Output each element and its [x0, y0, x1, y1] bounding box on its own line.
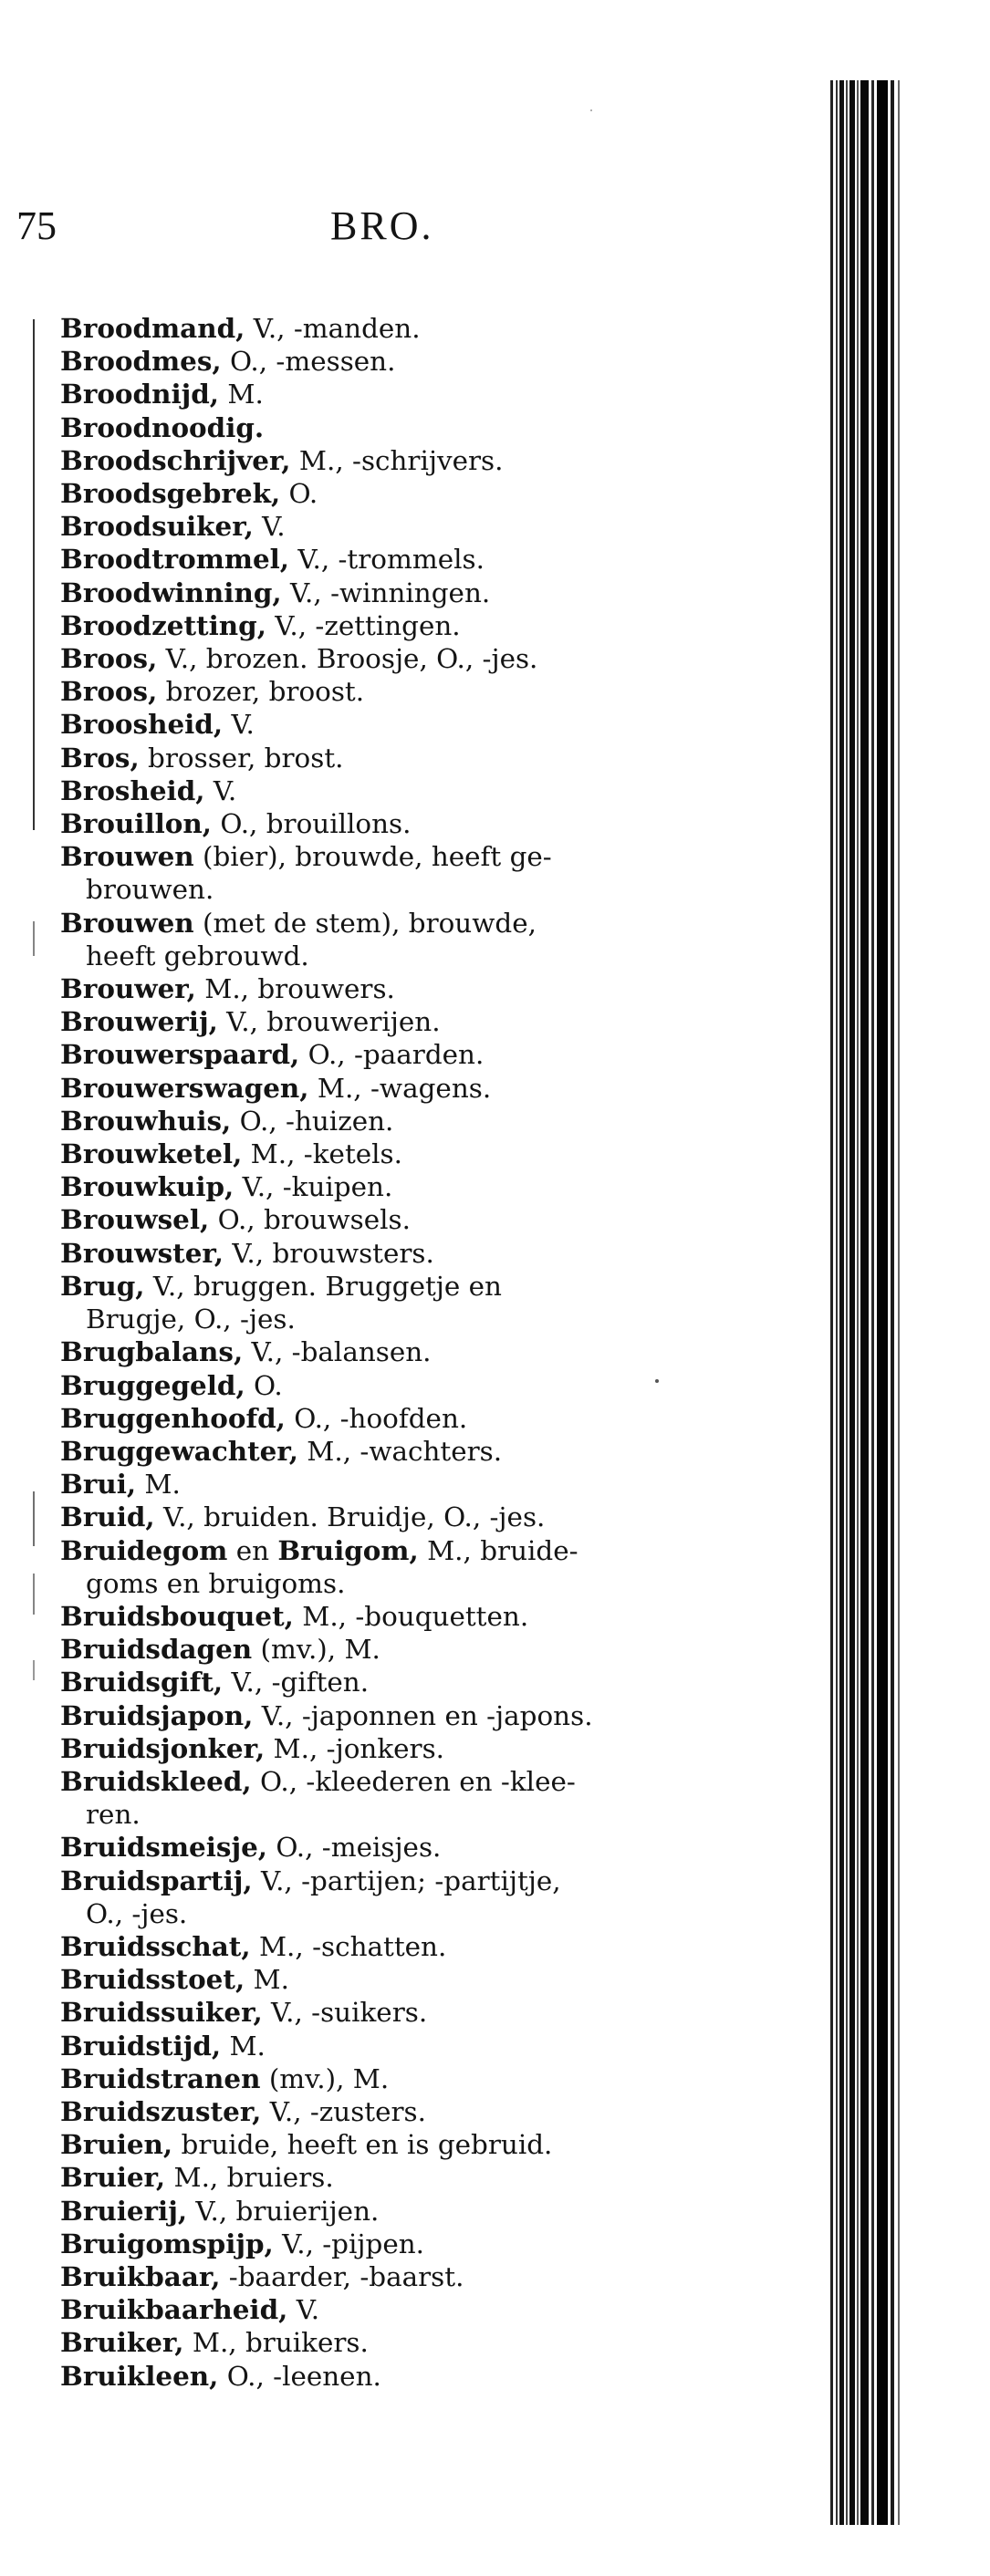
dictionary-entry [60, 2293, 735, 2326]
entry-headword: Brouwkuip, [60, 1170, 234, 1203]
entry-headword: Bruidsmeisje, [60, 1831, 268, 1864]
entry-definition: M., -wagens. [308, 1072, 492, 1104]
dictionary-entry [60, 576, 735, 609]
dictionary-entry [60, 2128, 735, 2161]
entry-headword: Bruierij, [60, 2194, 188, 2227]
entry-continuation: brouwen. [86, 874, 214, 906]
entry-headword: Broosheid, [60, 708, 224, 741]
entry-definition: O., -paarden. [299, 1039, 485, 1071]
entry-definition: V., -partijen; -partijtje, [252, 1864, 561, 1896]
entry-definition: V., bruiden. Bruidje, O., -jes. [154, 1501, 546, 1533]
entry-definition: M., -wachters. [297, 1435, 503, 1467]
entry-definition: V., bruggen. Bruggetje en [144, 1270, 502, 1302]
entry-definition-alt: M., bruide- [418, 1534, 578, 1566]
entry-definition: V. [204, 774, 237, 806]
entry-headword: Bruidsbouquet, [60, 1599, 294, 1632]
entry-headword: Broodnoodig. [60, 410, 265, 443]
dictionary-entry [60, 1435, 735, 1468]
entry-headword: Bruidssuiker, [60, 1996, 263, 2029]
dictionary-entry [60, 411, 735, 444]
book-binding-edge [828, 80, 947, 2525]
dictionary-entry [60, 345, 735, 378]
entry-definition: O., brouwsels. [209, 1204, 411, 1236]
dictionary-entry [60, 1963, 735, 1996]
dictionary-entry [60, 1270, 735, 1335]
entry-definition: M., -jonkers. [265, 1732, 445, 1764]
margin-rule [33, 1574, 35, 1615]
page-number: 75 [16, 203, 57, 248]
dictionary-entry [60, 1534, 735, 1600]
entry-headword: Bruidsgift, [60, 1666, 224, 1698]
entry-definition: V., -manden. [245, 313, 421, 344]
entry-headword: Bruikleen, [60, 2359, 219, 2392]
entry-definition: (bier), brouwde, heeft ge- [193, 841, 552, 873]
entry-headword: Brui, [60, 1468, 137, 1501]
entry-definition: M., bruikers. [183, 2327, 369, 2359]
dictionary-entry [60, 609, 735, 642]
running-head: BRO. [330, 203, 434, 248]
entry-headword: Brug, [60, 1269, 145, 1302]
dictionary-entry [60, 742, 735, 774]
entry-headword: Broodzetting, [60, 608, 266, 641]
entry-definition: V. [253, 511, 286, 543]
entry-headword: Brugbalans, [60, 1335, 244, 1368]
entry-headword-alt: Bruigom, [277, 1533, 419, 1566]
dictionary-entry [60, 1600, 735, 1633]
dictionary-entry [60, 2062, 735, 2095]
dictionary-entry [60, 1864, 735, 1930]
entry-definition: O., -hoofden. [285, 1402, 468, 1434]
entry-headword: Brouwen [60, 840, 194, 873]
dictionary-entry [60, 1666, 735, 1698]
margin-rule [33, 921, 35, 956]
dictionary-entry [60, 2360, 735, 2393]
entry-headword: Brouwerswagen, [60, 1071, 309, 1104]
entry-headword: Brosheid, [60, 774, 205, 806]
entry-headword: Broodsuiker, [60, 510, 254, 543]
entry-headword: Bruggewachter, [60, 1434, 298, 1467]
entry-definition: brosser, brost. [139, 742, 344, 774]
dictionary-entry [60, 972, 735, 1005]
entry-definition: O. [245, 1369, 283, 1401]
dictionary-entry [60, 543, 735, 576]
entry-definition: O. [280, 478, 318, 510]
entry-definition: V., -kuipen. [234, 1171, 393, 1203]
dictionary-entry [60, 444, 735, 477]
entry-headword: Bruier, [60, 2161, 166, 2194]
dictionary-entry [60, 1501, 735, 1533]
dictionary-entry [60, 2095, 735, 2128]
entry-headword: Brouwhuis, [60, 1104, 232, 1137]
entry-headword: Bruidsjapon, [60, 1698, 254, 1731]
dictionary-entry [60, 510, 735, 543]
entry-definition: V., -zettingen. [266, 609, 461, 641]
entry-definition: M., -ketels. [242, 1138, 402, 1170]
entry-definition: (met de stem), brouwde, [193, 907, 537, 939]
entry-definition: V., -giften. [223, 1667, 370, 1698]
entry-headword: Bruggenhoofd, [60, 1401, 286, 1434]
entry-definition: O., -messen. [221, 346, 396, 378]
entry-headword: Bruggegeld, [60, 1368, 245, 1401]
entry-headword: Broodwinning, [60, 576, 282, 608]
entry-headword: Brouwster, [60, 1236, 224, 1269]
entry-headword: Brouwerspaard, [60, 1038, 300, 1071]
entry-definition: O., brouillons. [212, 808, 412, 840]
entry-continuation: heeft gebrouwd. [86, 940, 309, 971]
dictionary-entry [60, 1203, 735, 1236]
dictionary-entry [60, 2326, 735, 2359]
entry-headword: Broos, [60, 675, 158, 708]
entry-headword: Bruidspartij, [60, 1864, 253, 1896]
entry-definition: O., -huizen. [231, 1105, 394, 1137]
entry-headword: Broodmes, [60, 345, 222, 378]
entry-definition: V., -suikers. [262, 1997, 428, 2029]
entry-headword: Bros, [60, 741, 140, 774]
entry-headword: Bruidsjonker, [60, 1731, 266, 1764]
entry-definition: V., -trommels. [289, 544, 485, 576]
entry-definition: V., -japonnen en -japons. [253, 1699, 593, 1731]
entry-headword: Broodsgebrek, [60, 477, 281, 510]
entry-definition: O., -meisjes. [267, 1832, 442, 1864]
entry-definition: M., bruiers. [165, 2162, 334, 2194]
entry-headword: Bruien, [60, 2128, 173, 2161]
dictionary-entry [60, 1137, 735, 1170]
dictionary-entry [60, 312, 735, 345]
entry-headword: Brouillon, [60, 807, 212, 840]
dictionary-entry [60, 807, 735, 840]
dictionary-entry [60, 1699, 735, 1732]
entry-definition: M. [245, 1964, 289, 1996]
entry-definition: O., -leenen. [218, 2360, 381, 2392]
entry-headword: Brouwsel, [60, 1203, 210, 1236]
entry-headword: Bruidszuster, [60, 2094, 262, 2127]
entry-headword: Bruigomspijp, [60, 2227, 274, 2259]
entry-definition: O., -kleederen en -klee- [251, 1765, 576, 1797]
entry-definition: V., -pijpen. [273, 2228, 424, 2259]
entry-definition: M. [219, 379, 264, 410]
entry-definition: V. [223, 709, 255, 741]
dictionary-entry [60, 840, 735, 906]
entry-headword: Brouwerij, [60, 1005, 218, 1038]
dictionary-entry [60, 477, 735, 510]
entry-definition: M. [221, 2030, 266, 2062]
entry-headword: Bruikbaar, [60, 2259, 221, 2292]
dictionary-entry [60, 1105, 735, 1137]
entry-headword: Bruidsstoet, [60, 1963, 245, 1996]
dictionary-entry [60, 1996, 735, 2029]
dictionary-entry [60, 1170, 735, 1203]
entry-definition: M., -bouquetten. [293, 1600, 529, 1632]
entry-headword: Broodmand, [60, 312, 245, 344]
entry-definition: M. [136, 1469, 181, 1501]
entry-continuation: goms en bruigoms. [86, 1567, 346, 1599]
dictionary-entry [60, 1468, 735, 1501]
entry-headword: Brouwketel, [60, 1137, 243, 1170]
dictionary-entry [60, 1765, 735, 1831]
entry-headword: Bruikbaarheid, [60, 2293, 288, 2326]
entry-definition: V., brouwerijen. [217, 1006, 441, 1038]
margin-rule [33, 1491, 35, 1546]
dictionary-entry [60, 1072, 735, 1105]
dictionary-entry [60, 907, 735, 972]
dictionary-entry [60, 774, 735, 807]
entry-headword: Bruidstijd, [60, 2029, 222, 2062]
dictionary-entry [60, 1369, 735, 1402]
dictionary-entry [60, 1005, 735, 1038]
entry-definition: V., brozen. Broosje, O., -jes. [157, 643, 538, 675]
entry-headword: Bruiker, [60, 2326, 184, 2359]
entry-definition: bruide, heeft en is gebruid. [172, 2129, 553, 2161]
entry-definition: V., bruierijen. [187, 2195, 380, 2227]
dictionary-entry [60, 1402, 735, 1435]
entry-continuation: ren. [86, 1799, 141, 1831]
dictionary-entry [60, 1732, 735, 1765]
entry-headword: Bruidsschat, [60, 1929, 251, 1962]
entry-headword: Brouwen [60, 906, 194, 939]
entry-definition: M., -schrijvers. [290, 444, 504, 476]
entry-definition: V. [287, 2294, 320, 2326]
entry-definition: (mv.), M. [252, 1634, 380, 1666]
dictionary-entry [60, 2030, 735, 2062]
entry-definition: V., -balansen. [243, 1336, 432, 1368]
dictionary-entry [60, 1831, 735, 1864]
entry-headword: Broodtrommel, [60, 543, 290, 576]
entry-headword: Broos, [60, 642, 158, 675]
entry-continuation: Brugje, O., -jes. [86, 1304, 296, 1335]
dictionary-entry [60, 2228, 735, 2260]
entry-headword: Broodnijd, [60, 378, 220, 410]
margin-rule [33, 319, 35, 830]
dictionary-entry [60, 1930, 735, 1963]
entry-definition: -baarder, -baarst. [220, 2260, 464, 2292]
entry-headword: Bruid, [60, 1501, 155, 1533]
margin-rule [33, 1660, 35, 1680]
entry-headword: Brouwer, [60, 972, 196, 1005]
entry-headword: Bruidskleed, [60, 1764, 252, 1797]
dictionary-entry [60, 378, 735, 410]
entry-definition: V., brouwsters. [224, 1237, 434, 1269]
dictionary-entry [60, 1633, 735, 1666]
dictionary-entry [60, 1038, 735, 1071]
dictionary-entry [60, 2260, 735, 2293]
entry-definition: M., -schatten. [250, 1930, 447, 1962]
dictionary-entry [60, 1335, 735, 1368]
entry-headword: Bruidsdagen [60, 1633, 253, 1666]
entry-headword: Bruidegom [60, 1533, 228, 1566]
entry-definition: V., -winningen. [281, 576, 491, 608]
entry-definition: M., brouwers. [195, 973, 395, 1005]
entry-headword: Broodschrijver, [60, 443, 291, 476]
entry-definition: V., -zusters. [261, 2095, 426, 2127]
entry-definition: en [227, 1534, 278, 1566]
dictionary-entry [60, 708, 735, 741]
dictionary-entry [60, 675, 735, 708]
entry-headword: Bruidstranen [60, 2062, 261, 2094]
dictionary-entry [60, 1237, 735, 1270]
entry-definition: brozer, broost. [157, 676, 365, 708]
entry-definition: (mv.), M. [260, 2062, 390, 2094]
ink-speck [590, 109, 592, 111]
dictionary-entry [60, 2161, 735, 2194]
dictionary-entries [60, 312, 735, 2393]
entry-continuation: O., -jes. [86, 1897, 188, 1929]
dictionary-entry [60, 2195, 735, 2228]
dictionary-entry [60, 642, 735, 675]
